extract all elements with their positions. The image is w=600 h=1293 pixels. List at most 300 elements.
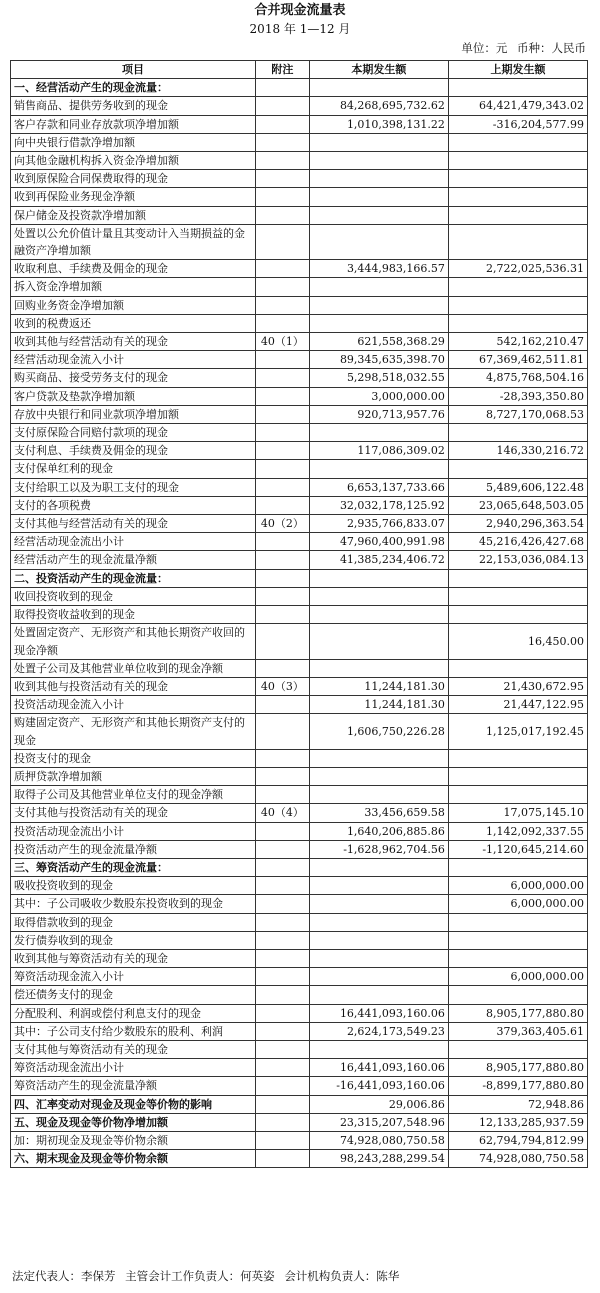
table-row [11,1150,588,1168]
row-note [255,1095,309,1113]
row-note [255,206,309,224]
row-item-name: 支付利息、手续费及佣金的现金 [11,442,256,460]
row-note [255,624,309,659]
table-row [11,786,588,804]
row-note [255,460,309,478]
row-prior-amount: 146,330,216.72 [448,442,587,460]
row-item-name: 加：期初现金及现金等价物余额 [11,1131,256,1149]
row-item-name: 客户贷款及垫款净增加额 [11,387,256,405]
table-row [11,913,588,931]
row-prior-amount: 4,875,768,504.16 [448,369,587,387]
row-item-name: 客户存款和同业存放款项净增加额 [11,115,256,133]
row-note [255,296,309,314]
row-item-name: 二、投资活动产生的现金流量： [11,569,256,587]
row-note [255,587,309,605]
row-item-name: 投资支付的现金 [11,749,256,767]
row-item-name: 支付给职工以及为职工支付的现金 [11,478,256,496]
row-prior-amount [448,767,587,785]
row-note [255,133,309,151]
row-current-amount [309,278,448,296]
row-prior-amount: 74,928,080,750.58 [448,1150,587,1168]
row-note [255,533,309,551]
row-item-name: 收取利息、手续费及佣金的现金 [11,260,256,278]
table-row [11,206,588,224]
row-note [255,188,309,206]
row-prior-amount [448,424,587,442]
row-item-name: 支付其他与经营活动有关的现金 [11,515,256,533]
row-current-amount [309,296,448,314]
row-item-name: 收到原保险合同保费取得的现金 [11,170,256,188]
row-item-name: 销售商品、提供劳务收到的现金 [11,97,256,115]
table-row [11,895,588,913]
row-current-amount [309,624,448,659]
table-row [11,749,588,767]
row-note [255,1059,309,1077]
row-current-amount [309,587,448,605]
row-note [255,968,309,986]
cash-flow-table [10,60,588,1168]
row-current-amount [309,224,448,259]
row-current-amount: 29,006.86 [309,1095,448,1113]
table-row [11,1040,588,1058]
row-item-name: 三、筹资活动产生的现金流量： [11,858,256,876]
table-row [11,822,588,840]
table-row [11,314,588,332]
row-current-amount: 3,000,000.00 [309,387,448,405]
row-note [255,749,309,767]
row-current-amount: 32,032,178,125.92 [309,496,448,514]
table-row [11,1113,588,1131]
row-current-amount: 1,010,398,131.22 [309,115,448,133]
row-prior-amount: 1,142,092,337.55 [448,822,587,840]
row-prior-amount [448,170,587,188]
row-current-amount [309,986,448,1004]
table-row [11,659,588,677]
table-row [11,714,588,749]
row-current-amount [309,659,448,677]
table-row [11,405,588,423]
table-row [11,677,588,695]
currency-label: 币种：人民币 [517,41,586,55]
row-note [255,822,309,840]
row-current-amount [309,188,448,206]
table-row [11,152,588,170]
row-note [255,115,309,133]
row-prior-amount [448,460,587,478]
row-item-name: 其中：子公司支付给少数股东的股利、利润 [11,1022,256,1040]
row-note [255,369,309,387]
row-prior-amount [448,133,587,151]
row-note [255,442,309,460]
row-current-amount [309,786,448,804]
row-prior-amount [448,587,587,605]
row-current-amount: 98,243,288,299.54 [309,1150,448,1168]
row-note [255,767,309,785]
row-prior-amount: 45,216,426,427.68 [448,533,587,551]
row-item-name: 取得子公司及其他营业单位支付的现金净额 [11,786,256,804]
row-prior-amount [448,296,587,314]
table-row [11,1059,588,1077]
row-current-amount: 89,345,635,398.70 [309,351,448,369]
row-prior-amount: 379,363,405.61 [448,1022,587,1040]
row-current-amount [309,314,448,332]
row-current-amount: 16,441,093,160.06 [309,1004,448,1022]
row-prior-amount: 6,000,000.00 [448,877,587,895]
table-row [11,115,588,133]
row-item-name: 四、汇率变动对现金及现金等价物的影响 [11,1095,256,1113]
row-current-amount: 47,960,400,991.98 [309,533,448,551]
row-note [255,496,309,514]
row-prior-amount [448,949,587,967]
row-note [255,97,309,115]
row-current-amount: 11,244,181.30 [309,696,448,714]
table-row [11,1077,588,1095]
row-item-name: 投资活动现金流出小计 [11,822,256,840]
row-current-amount: 3,444,983,166.57 [309,260,448,278]
signatures [12,1268,405,1284]
row-current-amount: -16,441,093,160.06 [309,1077,448,1095]
row-note [255,606,309,624]
table-row [11,858,588,876]
row-prior-amount [448,858,587,876]
table-row [11,333,588,351]
row-prior-amount [448,1040,587,1058]
row-note [255,314,309,332]
row-current-amount [309,424,448,442]
row-note [255,478,309,496]
row-item-name: 处置以公允价值计量且其变动计入当期损益的金融资产净增加额 [11,224,256,259]
row-note [255,569,309,587]
table-row [11,351,588,369]
table-row [11,387,588,405]
row-current-amount: 6,653,137,733.66 [309,478,448,496]
row-current-amount [309,170,448,188]
row-item-name: 吸收投资收到的现金 [11,877,256,895]
row-current-amount [309,913,448,931]
row-prior-amount: -8,899,177,880.80 [448,1077,587,1095]
row-item-name: 其中：子公司吸收少数股东投资收到的现金 [11,895,256,913]
row-note [255,405,309,423]
row-note [255,840,309,858]
row-item-name: 发行债券收到的现金 [11,931,256,949]
row-item-name: 经营活动现金流出小计 [11,533,256,551]
row-note [255,1077,309,1095]
table-row [11,696,588,714]
row-note [255,424,309,442]
row-item-name: 五、现金及现金等价物净增加额 [11,1113,256,1131]
row-note [255,696,309,714]
table-row [11,931,588,949]
row-item-name: 筹资活动现金流入小计 [11,968,256,986]
row-prior-amount: 21,447,122.95 [448,696,587,714]
unit-line [455,41,586,56]
row-item-name: 六、期末现金及现金等价物余额 [11,1150,256,1168]
table-body [11,79,588,1168]
row-item-name: 支付原保险合同赔付款项的现金 [11,424,256,442]
row-current-amount [309,569,448,587]
row-item-name: 质押贷款净增加额 [11,767,256,785]
row-item-name: 支付保单红利的现金 [11,460,256,478]
row-current-amount [309,606,448,624]
row-current-amount: 11,244,181.30 [309,677,448,695]
row-current-amount [309,749,448,767]
accounting-dept-head: 会计机构负责人：陈华 [284,1269,400,1283]
row-prior-amount: 1,125,017,192.45 [448,714,587,749]
row-item-name: 购买商品、接受劳务支付的现金 [11,369,256,387]
row-current-amount: 621,558,368.29 [309,333,448,351]
row-item-name: 存放中央银行和同业款项净增加额 [11,405,256,423]
table-row [11,278,588,296]
row-prior-amount [448,931,587,949]
row-prior-amount: 542,162,210.47 [448,333,587,351]
row-note [255,986,309,1004]
row-prior-amount [448,206,587,224]
row-prior-amount: 6,000,000.00 [448,895,587,913]
row-item-name: 筹资活动现金流出小计 [11,1059,256,1077]
table-row [11,260,588,278]
table-row [11,551,588,569]
row-prior-amount: 22,153,036,084.13 [448,551,587,569]
row-current-amount: -1,628,962,704.56 [309,840,448,858]
table-row [11,515,588,533]
row-current-amount: 74,928,080,750.58 [309,1131,448,1149]
row-item-name: 收到再保险业务现金净额 [11,188,256,206]
table-row [11,949,588,967]
unit-label: 单位：元 [461,41,508,55]
table-row [11,478,588,496]
table-row [11,804,588,822]
row-item-name: 一、经营活动产生的现金流量： [11,79,256,97]
row-current-amount: 2,935,766,833.07 [309,515,448,533]
row-item-name: 处置固定资产、无形资产和其他长期资产收回的现金净额 [11,624,256,659]
table-row [11,840,588,858]
row-item-name: 支付其他与筹资活动有关的现金 [11,1040,256,1058]
table-row [11,496,588,514]
row-prior-amount [448,569,587,587]
table-row [11,587,588,605]
table-row [11,424,588,442]
row-prior-amount [448,913,587,931]
table-row [11,369,588,387]
row-note [255,858,309,876]
row-item-name: 收到其他与投资活动有关的现金 [11,677,256,695]
row-prior-amount [448,152,587,170]
table-row [11,569,588,587]
row-note [255,931,309,949]
row-prior-amount: 23,065,648,503.05 [448,496,587,514]
row-prior-amount: 72,948.86 [448,1095,587,1113]
accounting-head: 主管会计工作负责人：何英姿 [125,1269,275,1283]
table-row [11,533,588,551]
table-row [11,79,588,97]
row-note [255,152,309,170]
row-item-name: 偿还债务支付的现金 [11,986,256,1004]
statement-title: 合并现金流量表 [254,3,346,18]
row-prior-amount [448,659,587,677]
table-row [11,968,588,986]
row-prior-amount: 12,133,285,937.59 [448,1113,587,1131]
row-item-name: 取得借款收到的现金 [11,913,256,931]
table-row [11,1004,588,1022]
row-item-name: 处置子公司及其他营业单位收到的现金净额 [11,659,256,677]
row-item-name: 拆入资金净增加额 [11,278,256,296]
row-item-name: 分配股利、利润或偿付利息支付的现金 [11,1004,256,1022]
row-note [255,170,309,188]
row-note [255,224,309,259]
row-prior-amount: -316,204,577.99 [448,115,587,133]
row-prior-amount [448,786,587,804]
row-prior-amount: 64,421,479,343.02 [448,97,587,115]
table-row [11,606,588,624]
row-item-name: 收到的税费返还 [11,314,256,332]
table-row [11,460,588,478]
row-current-amount: 33,456,659.58 [309,804,448,822]
row-current-amount: 1,640,206,885.86 [309,822,448,840]
row-note [255,913,309,931]
row-current-amount: 117,086,309.02 [309,442,448,460]
row-current-amount: 23,315,207,548.96 [309,1113,448,1131]
row-note [255,1022,309,1040]
table-row [11,97,588,115]
row-current-amount [309,79,448,97]
row-current-amount [309,767,448,785]
table-header-row [11,61,588,79]
row-prior-amount [448,314,587,332]
row-item-name: 向其他金融机构拆入资金净增加额 [11,152,256,170]
row-note [255,260,309,278]
table-row [11,986,588,1004]
row-prior-amount: 5,489,606,122.48 [448,478,587,496]
row-item-name: 收到其他与筹资活动有关的现金 [11,949,256,967]
row-prior-amount: 2,722,025,536.31 [448,260,587,278]
table-row [11,133,588,151]
row-item-name: 向中央银行借款净增加额 [11,133,256,151]
row-note [255,659,309,677]
row-note [255,714,309,749]
legal-representative: 法定代表人：李保芳 [12,1269,116,1283]
table-row [11,767,588,785]
row-prior-amount: -28,393,350.80 [448,387,587,405]
row-note [255,387,309,405]
row-prior-amount [448,79,587,97]
row-current-amount [309,1040,448,1058]
row-note [255,786,309,804]
row-current-amount [309,949,448,967]
row-current-amount: 2,624,173,549.23 [309,1022,448,1040]
row-note [255,1113,309,1131]
row-item-name: 经营活动现金流入小计 [11,351,256,369]
row-prior-amount: -1,120,645,214.60 [448,840,587,858]
row-note [255,351,309,369]
row-item-name: 收到其他与经营活动有关的现金 [11,333,256,351]
table-row [11,1131,588,1149]
statement-period: 2018 年 1—12 月 [249,22,351,36]
row-item-name: 经营活动产生的现金流量净额 [11,551,256,569]
row-item-name: 投资活动现金流入小计 [11,696,256,714]
row-item-name: 收回投资收到的现金 [11,587,256,605]
row-note [255,1131,309,1149]
row-current-amount [309,968,448,986]
row-current-amount [309,152,448,170]
table-row [11,224,588,259]
row-item-name: 取得投资收益收到的现金 [11,606,256,624]
row-current-amount: 5,298,518,032.55 [309,369,448,387]
row-note: 40（4） [255,804,309,822]
row-current-amount: 41,385,234,406.72 [309,551,448,569]
row-current-amount: 84,268,695,732.62 [309,97,448,115]
row-prior-amount: 6,000,000.00 [448,968,587,986]
row-current-amount [309,877,448,895]
row-item-name: 支付的各项税费 [11,496,256,514]
row-item-name: 回购业务资金净增加额 [11,296,256,314]
row-current-amount [309,931,448,949]
row-prior-amount: 2,940,296,363.54 [448,515,587,533]
row-current-amount [309,895,448,913]
row-current-amount [309,206,448,224]
row-current-amount: 1,606,750,226.28 [309,714,448,749]
row-prior-amount: 17,075,145.10 [448,804,587,822]
table-row [11,170,588,188]
row-prior-amount [448,188,587,206]
row-note: 40（2） [255,515,309,533]
row-current-amount [309,133,448,151]
col-header-item: 项目 [11,61,256,79]
table-row [11,877,588,895]
row-note [255,1150,309,1168]
col-header-note: 附注 [255,61,309,79]
row-prior-amount: 62,794,794,812.99 [448,1131,587,1149]
row-note [255,1004,309,1022]
row-current-amount: 920,713,957.76 [309,405,448,423]
row-note [255,79,309,97]
row-prior-amount [448,224,587,259]
table-row [11,188,588,206]
row-note [255,895,309,913]
row-current-amount [309,858,448,876]
row-note [255,278,309,296]
row-prior-amount: 8,727,170,068.53 [448,405,587,423]
table-row [11,442,588,460]
row-item-name: 筹资活动产生的现金流量净额 [11,1077,256,1095]
row-prior-amount: 8,905,177,880.80 [448,1059,587,1077]
row-current-amount [309,460,448,478]
row-note [255,551,309,569]
row-current-amount: 16,441,093,160.06 [309,1059,448,1077]
row-note [255,877,309,895]
col-header-prior: 上期发生额 [448,61,587,79]
row-item-name: 投资活动产生的现金流量净额 [11,840,256,858]
row-item-name: 支付其他与投资活动有关的现金 [11,804,256,822]
row-prior-amount [448,606,587,624]
table-row [11,1022,588,1040]
row-item-name: 保户储金及投资款净增加额 [11,206,256,224]
row-note [255,949,309,967]
row-note: 40（1） [255,333,309,351]
col-header-current: 本期发生额 [309,61,448,79]
row-prior-amount [448,278,587,296]
row-prior-amount: 8,905,177,880.80 [448,1004,587,1022]
row-prior-amount: 16,450.00 [448,624,587,659]
row-prior-amount [448,986,587,1004]
row-item-name: 购建固定资产、无形资产和其他长期资产支付的现金 [11,714,256,749]
row-prior-amount [448,749,587,767]
row-note: 40（3） [255,677,309,695]
row-prior-amount: 21,430,672.95 [448,677,587,695]
row-note [255,1040,309,1058]
row-prior-amount: 67,369,462,511.81 [448,351,587,369]
table-row [11,624,588,659]
table-row [11,1095,588,1113]
